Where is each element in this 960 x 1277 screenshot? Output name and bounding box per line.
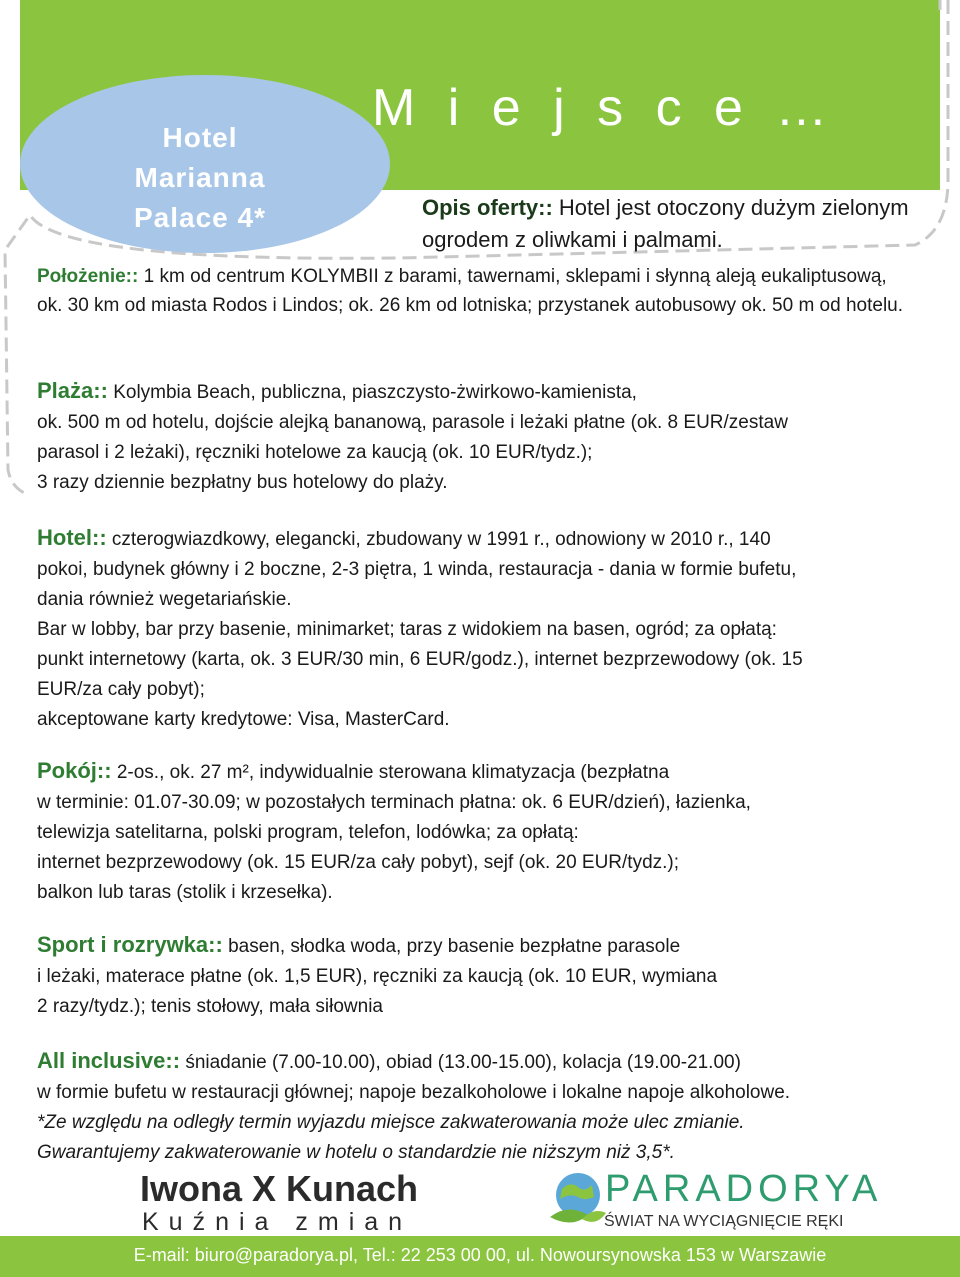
room-label: Pokój::: [37, 758, 112, 783]
disclaimer-line-1: *Ze względu na odległy termin wyjazdu miejsce zakwaterowania może ulec zmianie.: [37, 1112, 745, 1133]
room-line-4: internet bezprzewodowy (ok. 15 EUR/za cały pobyt), sejf (ok. 20 EUR/tydz.);: [37, 852, 680, 873]
beach-line-2: ok. 500 m od hotelu, dojście alejką bananową, parasole i leżaki płatne (ok. 8 EUR/zestaw: [37, 412, 788, 433]
author-subtitle: Kuźnia zmian: [142, 1208, 413, 1236]
beach-line-1: Kolymbia Beach, publiczna, piaszczysto-żwirkowo-kamienista,: [107, 382, 637, 403]
hotel-name: [50, 118, 350, 238]
room-line-1: 2-os., ok. 27 m², indywidualnie sterowana klimatyzacja (bezpłatna: [111, 762, 670, 783]
all-inclusive-section: [37, 1046, 957, 1168]
disclaimer-line-2: Gwarantujemy zakwaterowanie w hotelu o standardzie nie niższym niż 3,5*.: [37, 1142, 675, 1163]
offer-description: [422, 192, 922, 256]
footer-bar: [0, 1236, 960, 1277]
room-line-2: w terminie: 01.07-30.09; w pozostałych terminach płatna: ok. 6 EUR/dzień), łazienka,: [37, 792, 751, 813]
sport-line-3: 2 razy/tydz.); tenis stołowy, mała siłownia: [37, 996, 383, 1017]
beach-line-3: parasol i 2 leżaki), ręczniki hotelowe za kaucją (ok. 10 EUR/tydz.);: [37, 442, 593, 463]
logo-slogan: ŚWIAT NA WYCIĄGNIĘCIE RĘKI: [604, 1213, 844, 1230]
sport-section: [37, 930, 957, 1022]
hotel-line-7: akceptowane karty kredytowe: Visa, MasterCard.: [37, 709, 450, 730]
author-name: Iwona X Kunach: [140, 1168, 419, 1209]
hotel-section: [37, 523, 957, 735]
offer-description-label: Opis oferty::: [422, 195, 553, 220]
contact-info: E-mail: biuro@paradorya.pl, Tel.: 22 253 00 00, ul. Nowoursynowska 153 w Warszawie: [133, 1245, 827, 1265]
sport-label: Sport i rozrywka::: [37, 932, 223, 957]
hotel-name-line-1: Hotel: [162, 122, 238, 153]
location-label: Położenie::: [37, 266, 139, 287]
logo-wordmark: PARADORYA: [605, 1168, 883, 1210]
room-line-5: balkon lub taras (stolik i krzesełka).: [37, 882, 333, 903]
room-section: [37, 756, 957, 908]
hotel-name-line-2: Marianna: [134, 162, 266, 193]
offer-description-text: Hotel jest otoczony dużym zielonym ogrodem z oliwkami i palmami.: [422, 195, 909, 252]
all-inclusive-line-1: śniadanie (7.00-10.00), obiad (13.00-15.00), kolacja (19.00-21.00): [180, 1052, 741, 1073]
all-inclusive-line-2: w formie bufetu w restauracji głównej; napoje bezalkoholowe i lokalne napoje alkoholowe.: [37, 1082, 791, 1103]
beach-line-4: 3 razy dziennie bezpłatny bus hotelowy do plaży.: [37, 472, 448, 493]
location-text: 1 km od centrum KOLYMBII z barami, tawernami, sklepami i słynną aleją eukaliptusową, ok. 30 km od miasta Rodos i Lindos; ok. 26 km od lotniska; przystanek autobusowy ok. 50 m od hotelu.: [37, 266, 904, 316]
hotel-line-4: Bar w lobby, bar przy basenie, minimarket; taras z widokiem na basen, ogród; za opłatą:: [37, 619, 777, 640]
hotel-label: Hotel::: [37, 525, 107, 550]
location-section: [37, 262, 917, 320]
hotel-line-1: czterogwiazdkowy, elegancki, zbudowany w 1991 r., odnowiony w 2010 r., 140: [106, 529, 771, 550]
page-title: M i e j s c e …: [372, 79, 837, 137]
hotel-line-6: EUR/za cały pobyt);: [37, 679, 205, 700]
globe-leaf-icon: [548, 1167, 608, 1231]
beach-section: [37, 376, 957, 498]
hotel-name-line-3: Palace 4*: [134, 202, 266, 233]
hotel-line-5: punkt internetowy (karta, ok. 3 EUR/30 min, 6 EUR/godz.), internet bezprzewodowy (ok. 15: [37, 649, 803, 670]
beach-label: Plaża::: [37, 378, 108, 403]
hotel-line-2: pokoi, budynek główny i 2 boczne, 2-3 piętra, 1 winda, restauracja - dania w formie bufetu,: [37, 559, 797, 580]
sport-line-1: basen, słodka woda, przy basenie bezpłatne parasole: [222, 936, 681, 957]
hotel-line-3: dania również wegetariańskie.: [37, 589, 292, 610]
all-inclusive-label: All inclusive::: [37, 1048, 181, 1073]
room-line-3: telewizja satelitarna, polski program, telefon, lodówka; za opłatą:: [37, 822, 579, 843]
sport-line-2: i leżaki, materace płatne (ok. 1,5 EUR), ręczniki za kaucją (ok. 10 EUR, wymiana: [37, 966, 718, 987]
